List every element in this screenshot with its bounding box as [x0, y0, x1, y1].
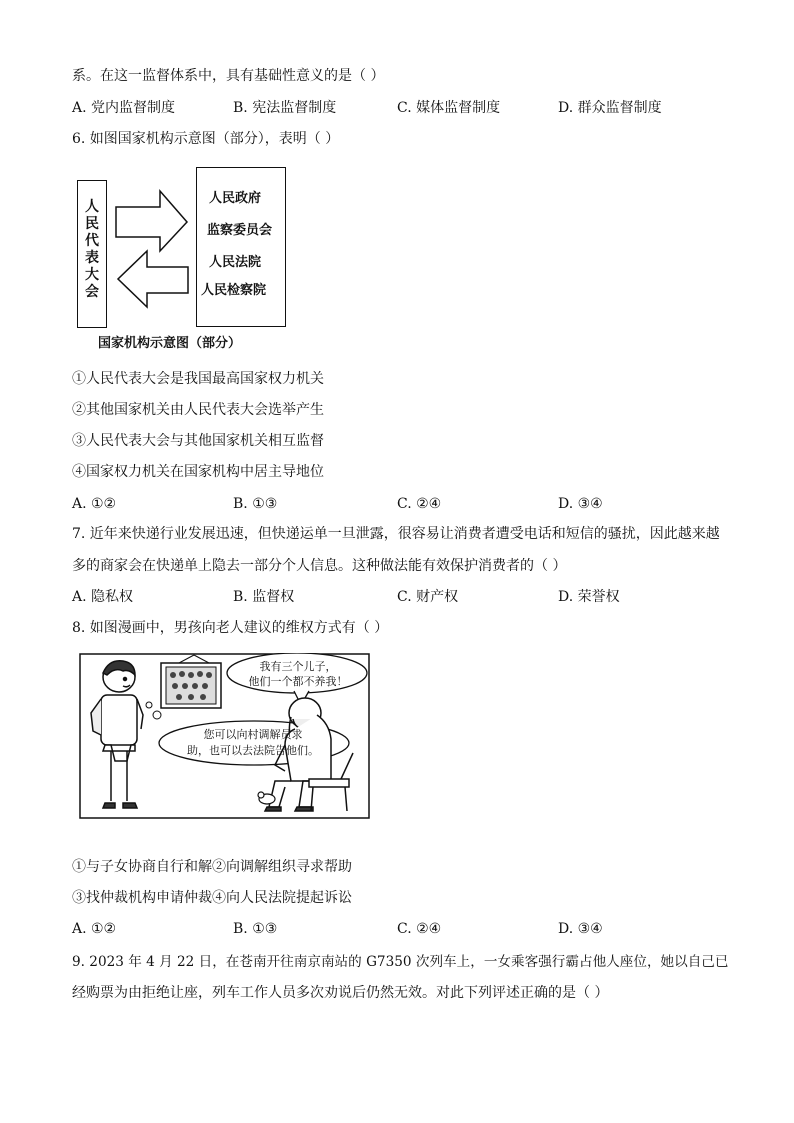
q6-option-a: A. ①②: [72, 496, 117, 512]
q7-stem-line-1: 7. 近年来快递行业发展迅速，但快递运单一旦泄露，很容易让消费者遭受电话和短信的骚扰，因此越来越: [72, 526, 720, 542]
organ-court: 人民法院: [209, 255, 262, 270]
q9-stem-line-2: 经购票为由拒绝让座，列车工作人员多次劝说后仍然无效。对此下列评述正确的是（ ）: [72, 985, 609, 1001]
q8-option-c: C. ②④: [397, 921, 442, 937]
q5-option-a: A. 党内监督制度: [72, 100, 176, 116]
boy-speech-line-1: 您可以向村调解员求: [203, 728, 303, 741]
q5-option-b: B. 宪法监督制度: [233, 100, 337, 116]
q6-statement-1: ①人民代表大会是我国最高国家权力机关: [72, 371, 324, 387]
boy-speech-line-2: 助，也可以去法院告他们。: [187, 744, 319, 757]
diagram-arrows: [114, 185, 192, 310]
q6-statement-3: ③人民代表大会与其他国家机关相互监督: [72, 433, 324, 449]
organ-government: 人民政府: [209, 191, 262, 206]
npc-label: 人民代表大会: [85, 199, 99, 300]
family-photo-icon: [161, 655, 221, 708]
q8-stem: 8. 如图漫画中，男孩向老人建议的维权方式有（ ）: [72, 620, 389, 636]
cartoon-panel: [79, 653, 370, 819]
q8-option-a: A. ①②: [72, 921, 117, 937]
q8-option-d: D. ③④: [558, 921, 603, 937]
q7-option-c: C. 财产权: [397, 589, 459, 605]
q7-option-a: A. 隐私权: [72, 589, 134, 605]
old-man-speech-line-2: 他们一个都不养我！: [248, 675, 348, 688]
old-man-speech-line-1: 我有三个儿子，: [259, 660, 337, 673]
q8-statements-line-2: ③找仲裁机构申请仲裁④向人民法院提起诉讼: [72, 890, 352, 906]
organ-procuratorate: 人民检察院: [201, 283, 267, 298]
q6-stem: 6. 如图国家机构示意图（部分），表明（ ）: [72, 131, 340, 147]
q7-stem-line-2: 多的商家会在快递单上隐去一部分个人信息。这种做法能有效保护消费者的（ ）: [72, 558, 567, 574]
arrow-left-icon: [118, 251, 188, 307]
q7-option-b: B. 监督权: [233, 589, 295, 605]
q9-stem-line-1: 9. 2023 年 4 月 22 日，在苍南开往南京南站的 G7350 次列车上，一女乘客强行霸占他人座位，她以自己已: [72, 954, 729, 970]
q6-statement-2: ②其他国家机关由人民代表大会选举产生: [72, 402, 324, 418]
q8-option-b: B. ①③: [233, 921, 278, 937]
q6-option-d: D. ③④: [558, 496, 603, 512]
q5-option-c: C. 媒体监督制度: [397, 100, 501, 116]
diagram-caption: 国家机构示意图（部分）: [98, 336, 242, 351]
organ-supervision: 监察委员会: [207, 223, 273, 238]
q5-option-d: D. 群众监督制度: [558, 100, 662, 116]
q5-stem: 系。在这一监督体系中，具有基础性意义的是（ ）: [72, 68, 385, 84]
q6-statement-4: ④国家权力机关在国家机构中居主导地位: [72, 464, 324, 480]
q7-option-d: D. 荣誉权: [558, 589, 620, 605]
q6-option-b: B. ①③: [233, 496, 278, 512]
q6-option-c: C. ②④: [397, 496, 442, 512]
arrow-right-icon: [116, 191, 187, 251]
q8-statements-line-1: ①与子女协商自行和解②向调解组织寻求帮助: [72, 859, 352, 875]
